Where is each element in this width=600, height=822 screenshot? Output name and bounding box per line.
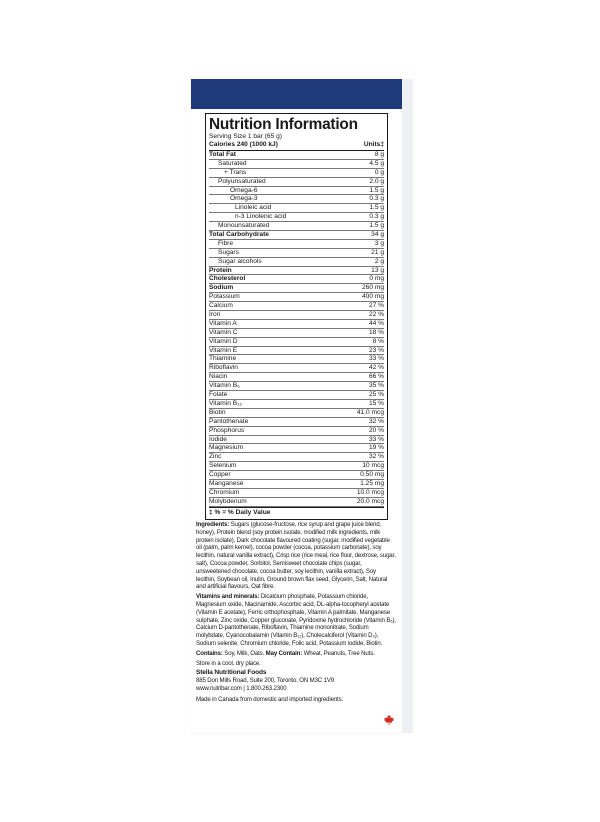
nutrient-row [209,338,384,347]
nutrient-row [209,187,384,196]
nutrient-name: Magnesium [209,444,244,452]
nutrient-value: 15 % [368,399,384,407]
nutrient-row [209,302,384,311]
nutrient-row [209,160,384,169]
nutrient-row [209,364,384,373]
nutrient-rows [209,151,384,507]
nutrient-row [209,480,384,489]
nutrient-name: Vitamin C [209,328,238,336]
nutrient-name: Vitamin E [209,346,238,354]
nutrient-value: 35 % [368,382,384,390]
nutrient-name: Saturated [218,159,247,167]
nutrient-row [209,275,384,284]
nutrient-name: Total Carbohydrate [209,231,269,239]
nutrient-name: Phosphorus [209,426,245,434]
nutrient-value: 25 % [368,391,384,399]
nutrient-row [209,293,384,302]
nutrient-name: Thiamine [209,355,237,363]
nutrient-value: 10.0 mcg [356,488,384,496]
nutrient-value: 42 % [368,364,384,372]
nutrient-name: Biotin [209,408,226,416]
nutrient-name: Potassium [209,293,240,301]
nutrient-name: Sugars [218,248,239,256]
nutrient-name: Omega-3 [230,195,258,203]
nutrition-title: Nutrition Information [209,116,358,133]
nutrient-name: Fibre [218,239,234,247]
nutrient-row [209,329,384,338]
company-contact: www.nutribar.com | 1.800.263.2300 [196,684,287,692]
nutrient-name: Calcium [209,302,233,310]
nutrient-value: 0.3 g [369,195,384,203]
nutrient-value: 1.5 g [369,204,384,212]
may-contain-text: Wheat, Peanuts, Tree Nuts. [303,649,375,657]
nutrient-row [209,436,384,445]
calories-label: Calories 240 (1000 kJ) [209,141,278,148]
nutrient-name: Polyunsaturated [218,177,266,185]
nutrient-row [209,418,384,427]
nutrient-name: Vitamin B₆ [209,382,240,390]
nutrient-name: Vitamin D [209,337,238,345]
nutrient-name: Chromium [209,488,240,496]
nutrient-name: Copper [209,471,231,479]
nutrient-name: Sugar alcohols [218,257,262,265]
nutrient-value: 18 % [368,328,384,336]
nutrient-name: Vitamin A [209,319,237,327]
nutrient-value: 32 % [368,417,384,425]
contains-text: Soy, Milk, Oats. [224,649,265,657]
nutrient-value: 3 g [374,239,384,247]
nutrient-value: 260 mg [362,284,384,292]
nutrient-row [209,240,384,249]
nutrient-value: 13 g [371,266,384,274]
storage-text: Store in a cool, dry place. [196,659,261,667]
ingredients-paragraph [196,521,396,591]
nutrient-name: Iron [209,311,221,319]
nutrient-row [209,151,384,160]
nutrient-row [209,444,384,453]
nutrient-row [209,284,384,293]
nutrient-name: Iodide [209,435,227,443]
nutrient-row [209,453,384,462]
nutrient-name: Total Fat [209,151,236,158]
nutrient-row [209,258,384,267]
nutrient-value: 41.0 mcg [356,408,384,416]
nutrient-value: 19 % [368,444,384,452]
nutrient-value: 44 % [368,319,384,327]
nutrient-value: 2 g [374,257,384,265]
nutrient-value: 8 g [374,151,384,158]
nutrient-row [209,320,384,329]
ingredients-label: Ingredients: [196,521,230,528]
nutrient-name: Pantothenate [209,417,249,425]
nutrient-row [209,231,384,240]
nutrient-row [209,195,384,204]
nutrient-value: 20 % [368,426,384,434]
daily-value-footnote: ‡ % = % Daily Value [209,507,384,517]
nutrient-name: Sodium [209,284,234,292]
nutrient-row [209,382,384,391]
nutrient-name: Zinc [209,453,222,461]
company-name: Stella Nutritional Foods [196,669,267,677]
nutrient-value: 20.0 mcg [356,497,384,505]
nutrient-value: 2.0 g [369,177,384,185]
units-header: Units‡ [363,141,384,148]
nutrient-name: n-3 Linolenic acid [235,213,287,221]
serving-size: Serving Size 1 bar (65 g) [209,133,282,140]
ingredient-information [196,521,396,704]
nutrient-row [209,178,384,187]
vitamins-text: Dicalcium phosphate, Potassium chloride, Magnesium oxide, Niacinamide, Ascorbic acid, DL-alpha-tocopheryl acetate (Vitamin E acetate), Ferric orthophosphate, Vitamin A palmitate, Manganese sulphate, Zinc oxide, Copper gluconate, Pyridoxine hydrochloride (Vitamin B₆), Calcium D-pantothenate, Riboflavin, Thiamine mononitrate, Sodium molybdate, Cyanocobalamin (Vitamin B₁₂), Cholecalciferol (Vitamin D₃), Sodium selenite, Chromium chloride, Folic acid, Potassium iodide, Biotin. [196,593,396,647]
nutrient-value: 0.50 mg [360,471,384,479]
nutrient-name: Folate [209,391,228,399]
nutrient-value: 21 g [371,248,384,256]
nutrient-row [209,204,384,213]
nutrient-row [209,347,384,356]
nutrition-facts-table [205,113,388,520]
nutrient-row [209,400,384,409]
nutrient-name: Linoleic acid [235,204,272,212]
nutrient-value: 0.3 g [369,213,384,221]
nutrient-name: Riboflavin [209,364,238,372]
nutrient-row [209,169,384,178]
nutrient-name: Selenium [209,462,237,470]
nutrient-row [209,462,384,471]
vitamins-paragraph [196,593,396,648]
nutrient-value: 4.5 g [369,159,384,167]
nutrient-value: 27 % [368,302,384,310]
nutrient-value: 0 mg [369,275,384,283]
nutrient-row [209,391,384,400]
nutrient-row [209,373,384,382]
nutrient-value: 34 g [371,231,384,239]
nutrient-row [209,222,384,231]
nutrient-row [209,355,384,364]
ingredients-text: Sugars (glucose-fructose, rice syrup and grape juice blend, honey), Protein blend (soy protein isolate, modified milk ingredients, milk protein isolate), Dark chocolate flavoured coating (sugar, modified vegetable oil (palm, palm kernel), cocoa powder (cocoa, potassium carbonate), soy lecithin, natural vanilla extract), Crisp rice (rice meal, rice flour, dextrose, sugar, salt), Cocoa powder, Sorbitol, Semisweet chocolate chips (sugar, unsweetened chocolate, cocoa butter, soy lecithin, vanilla extract), Soy lecithin, Soybean oil, Inulin, Ground brown flax seed, Glycerin, Salt, Natural and artificial flavours, Oat fibre. [196,521,396,591]
nutrient-value: 32 % [368,453,384,461]
nutrient-name: Niacin [209,373,228,381]
nutrient-row [209,249,384,258]
nutrient-value: 1.25 mg [360,479,384,487]
nutrient-name: Molybdenum [209,497,247,505]
nutrient-row [209,471,384,480]
nutrient-name: Monounsaturated [218,222,270,230]
nutrient-name: Vitamin B₁₂ [209,399,242,407]
nutrient-value: 23 % [368,346,384,354]
nutrient-row [209,311,384,320]
maple-leaf-icon [383,714,395,726]
nutrient-value: 400 mg [362,293,384,301]
nutrient-row [209,427,384,436]
company-address: 885 Don Mills Road, Suite 200, Toronto, ON M3C 1V9 [196,677,335,685]
nutrient-name: Omega-6 [230,186,258,194]
nutrient-value: 33 % [368,355,384,363]
nutrient-value: 8 % [372,337,384,345]
nutrient-row [209,409,384,418]
nutrient-value: 33 % [368,435,384,443]
nutrient-row [209,213,384,222]
nutrient-row [209,489,384,498]
nutrient-name: + Trans [224,168,247,176]
may-contain-label: May Contain: [265,649,303,657]
nutrient-row [209,267,384,276]
contains-label: Contains: [196,649,223,657]
contains-paragraph [196,650,396,658]
nutrient-value: 10 mcg [362,462,384,470]
nutrient-name: Cholesterol [209,275,246,283]
nutrient-row [209,498,384,507]
nutrient-value: 1.5 g [369,222,384,230]
nutrient-value: 22 % [368,311,384,319]
nutrient-value: 1.5 g [369,186,384,194]
nutrient-value: 66 % [368,373,384,381]
nutrient-name: Manganese [209,479,244,487]
vitamins-label: Vitamins and minerals: [196,593,260,601]
nutrient-value: 0 g [374,168,384,176]
blue-top-band [191,79,402,109]
calories-row [209,141,384,151]
made-in-canada: Made in Canada from domestic and imported ingredients. [196,695,344,703]
nutrient-name: Protein [209,266,232,274]
